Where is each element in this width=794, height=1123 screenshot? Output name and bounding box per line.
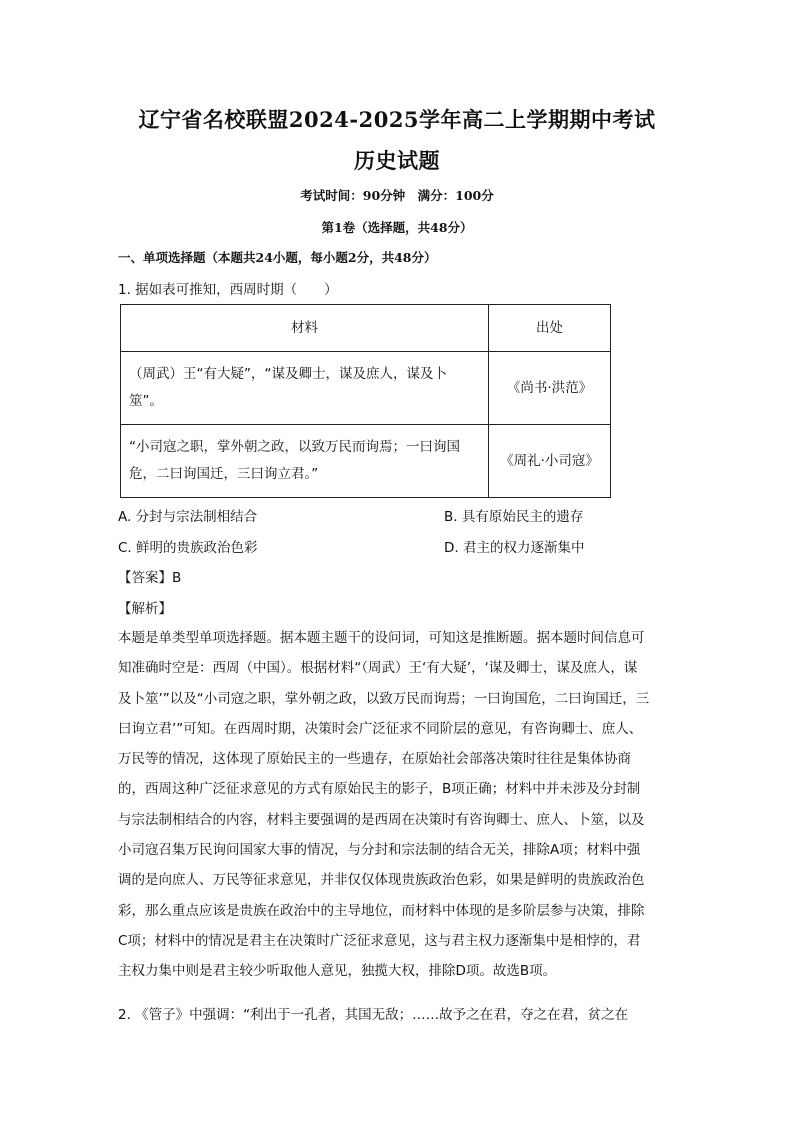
table-cell-source: 《周礼·小司寇》 (489, 425, 611, 498)
table-cell-material: （周武）王“有大疑”，“谋及卿士，谋及庶人，谋及卜筮”。 (121, 352, 489, 425)
exam-title: 辽宁省名校联盟2024-2025学年高二上学期期中考试 (138, 107, 656, 132)
analysis-line: 主权力集中则是君主较少听取他人意见，独揽大权，排除D项。故选B项。 (118, 963, 557, 980)
analysis-line: C项；材料中的情况是君主在决策时广泛征求意见，这与君主权力逐渐集中是相悖的，君 (118, 932, 641, 949)
table-row (121, 425, 611, 498)
analysis-line: 调的是向庶人、万民等征求意见，并非仅仅体现贵族政治色彩，如果是鲜明的贵族政治色 (118, 872, 645, 889)
analysis-body (118, 623, 667, 987)
option-d: D. 君主的权力逐渐集中 (444, 540, 585, 556)
answer-line: 【答案】B (118, 570, 182, 586)
analysis-heading: 【解析】 (118, 601, 172, 617)
option-c: C. 鲜明的贵族政治色彩 (118, 540, 258, 556)
option-b: B. 具有原始民主的遗存 (444, 509, 584, 525)
question-1-stem: 1. 据如表可推知，西周时期（ ） (118, 282, 338, 298)
material-table (120, 304, 611, 498)
analysis-line: 彩，那么重点应该是贵族在政治中的主导地位，而材料中体现的是多阶层参与决策，排除 (118, 902, 645, 919)
analysis-line: 曰询立君’”可知。在西周时期，决策时会广泛征求不同阶层的意见，有咨询卿士、庶人、 (118, 720, 643, 737)
exam-info: 考试时间：90分钟 满分：100分 (300, 188, 494, 203)
table-cell-source: 《尚书·洪范》 (489, 352, 611, 425)
table-header-source: 出处 (489, 305, 611, 352)
analysis-line: 本题是单类型单项选择题。据本题主题干的设问词，可知这是推断题。据本题时间信息可 (118, 630, 645, 646)
analysis-line: 小司寇召集万民询问国家大事的情况，与分封和宗法制的结合无关，排除A项；材料中强 (118, 842, 641, 859)
exam-subtitle: 历史试题 (354, 148, 440, 173)
analysis-line: 的，西周这种广泛征求意见的方式有原始民主的影子，B项正确；材料中并未涉及分封制 (118, 781, 641, 798)
question-2-stem: 2. 《管子》中强调：“利出于一孔者，其国无敌；……故予之在君，夺之在君，贫之在 (118, 1007, 629, 1023)
analysis-line: 与宗法制相结合的内容，材料主要强调的是西周在决策时有咨询卿士、庶人、卜筮，以及 (118, 811, 645, 828)
option-a: A. 分封与宗法制相结合 (118, 509, 258, 525)
analysis-line: 万民等的情况，这体现了原始民主的一些遗存，在原始社会部落决策时往往是集体协商 (118, 751, 631, 768)
volume-heading: 第1卷（选择题，共48分） (321, 220, 473, 235)
table-header-material: 材料 (121, 305, 489, 352)
table-row (121, 352, 611, 425)
table-cell-material: “小司寇之职，掌外朝之政，以致万民而询焉；一曰询国危，二曰询国迁，三曰询立君。” (121, 425, 489, 498)
analysis-line: 知准确时空是：西周（中国）。根据材料“（周武）王‘有大疑’，‘谋及卿士，谋及庶人，谋 (118, 660, 638, 677)
section-heading: 一、单项选择题（本题共24小题，每小题2分，共48分） (118, 250, 437, 265)
analysis-line: 及卜筮’”以及“小司寇之职，掌外朝之政，以致万民而询焉；一曰询国危，二曰询国迁，三 (118, 690, 650, 707)
